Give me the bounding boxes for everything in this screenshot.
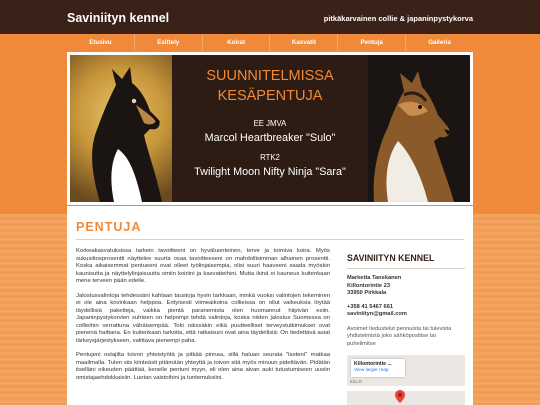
nav-item-etusivu[interactable]: Etusivu	[67, 34, 135, 51]
hero-banner	[67, 52, 473, 205]
contact-phone[interactable]: +358 41 5467 661	[347, 303, 394, 310]
nav-item-galleria[interactable]: Galleria	[428, 39, 451, 46]
map-card-title: Killontorintie ...	[354, 361, 392, 367]
hero-text	[172, 55, 368, 202]
dam-photo	[368, 55, 470, 202]
divider	[76, 239, 464, 240]
dam-name: Twilight Moon Nifty Ninja "Sara"	[194, 166, 346, 178]
contact-note: Avoimet tiedustelut pennuista tai tulevista yhdistelmistä joko sähköpostitse tai puhelimitse	[347, 325, 452, 347]
paragraph-breeding: Jalostusvalintoja tehdessäni kahlaan taustoja hyvin tarkkaan, minkä vuoksi valintojen tekeminen ei ole aina kovinkaan helppoa. Erityisesti viimeaikoina collieissa on ollut vaikeuksia löytää täydellisiä paketteja, vaikka pientä paranemista olen huomannut hiipivän esiin. Japaninpystykorvien suhteen on helpompi tehdä valintoja, koska niiden jalostus Suomessa on collieihin verrattuna vähäisempää. Toki näissäkin eikä puutteelliset terveystutkimukset ovat pienenä haittana. En kuitenkaan tarkoita, että ratkaisuni ovat aina täydellisiä: On tiedettävä asiat tärkeysjärjestykseen, valittava pienempi paha.	[76, 292, 330, 344]
page-title: PENTUJA	[76, 220, 142, 234]
nav-item-pentuja[interactable]: Pentuja	[338, 34, 406, 51]
hero-inner	[70, 55, 470, 202]
contact-city: 33950 Pirkkala	[347, 290, 387, 296]
sire-name: Marcol Heartbreaker "Sulo"	[204, 132, 336, 144]
main-nav	[67, 34, 473, 51]
sidebar-divider	[347, 268, 465, 269]
content-area	[67, 206, 473, 405]
contact-street: Killontorintie 23	[347, 282, 390, 289]
hero-title-line2: KESÄPENTUJA	[217, 88, 323, 104]
nav-item-kasvatit[interactable]: Kasvatit	[270, 34, 338, 51]
site-title[interactable]: Saviniityn kennel	[67, 11, 170, 25]
map-street	[347, 386, 465, 391]
site-tagline: pitkäkarvainen collie & japaninpystykorva	[323, 14, 473, 23]
map-pin-icon[interactable]	[395, 390, 405, 403]
site-header	[0, 0, 540, 34]
contact-name: Marketta Tanskanen	[347, 275, 402, 281]
hero-title-line1: SUUNNITELMISSA	[206, 68, 334, 84]
sire-photo	[70, 55, 172, 202]
paragraph-intro: Korkeakasvatuksissa tarkein tavoitteeni on hyväluonteinen, terve ja toimiva koira. Myös sukusiitosprosentti näyttelee suurta osaa tavoitteeseni on mahdollisimman alhainen prosentti. Koska aikaisemmat pentueeni ovat olleet työlinjaisempia, olisi suuri haaveeni saada myöskin kaunisutta ja näyttelylinjaisuutta omiin koiriini ja kasvatteihini. Mutta ikinä ei kauneus kuitenkaan mene terveen pään edelle.	[76, 248, 330, 284]
paragraph-buyers: Pentujeni ostajilta toivon yhteistyötä ja pitkää pinnaa, sillä haluan seurata "lasteni" matkaa maailmalla. Tulen siis kiinteästi pitämään yhteyttä ja toivon sitä myös minuun pidettävän. Pidätän itselläni oikeuden päättää, kenelle pentuni myyn, eli olen aina aivan auki tutustumiseen uusiin omistajaehdokkaisiin. Luotan vaistoihini ja tuntemuksiini.	[76, 352, 330, 381]
contact-email[interactable]: saviniityn@gmail.com	[347, 311, 407, 317]
embedded-map[interactable]	[347, 355, 465, 405]
sidebar-heading: SAVINIITYN KENNEL	[347, 253, 435, 263]
dam-title: RTK2	[260, 153, 280, 162]
map-info-card	[351, 359, 405, 377]
sidebar	[347, 248, 465, 348]
nav-item-koirat[interactable]: Koirat	[203, 34, 271, 51]
map-street-label: KILLO	[350, 379, 362, 384]
view-larger-map-link[interactable]: View larger map	[354, 368, 389, 373]
sire-title: EE JMVA	[253, 119, 287, 128]
main-column	[76, 248, 330, 389]
nav-item-esittely[interactable]: Esittely	[135, 34, 203, 51]
